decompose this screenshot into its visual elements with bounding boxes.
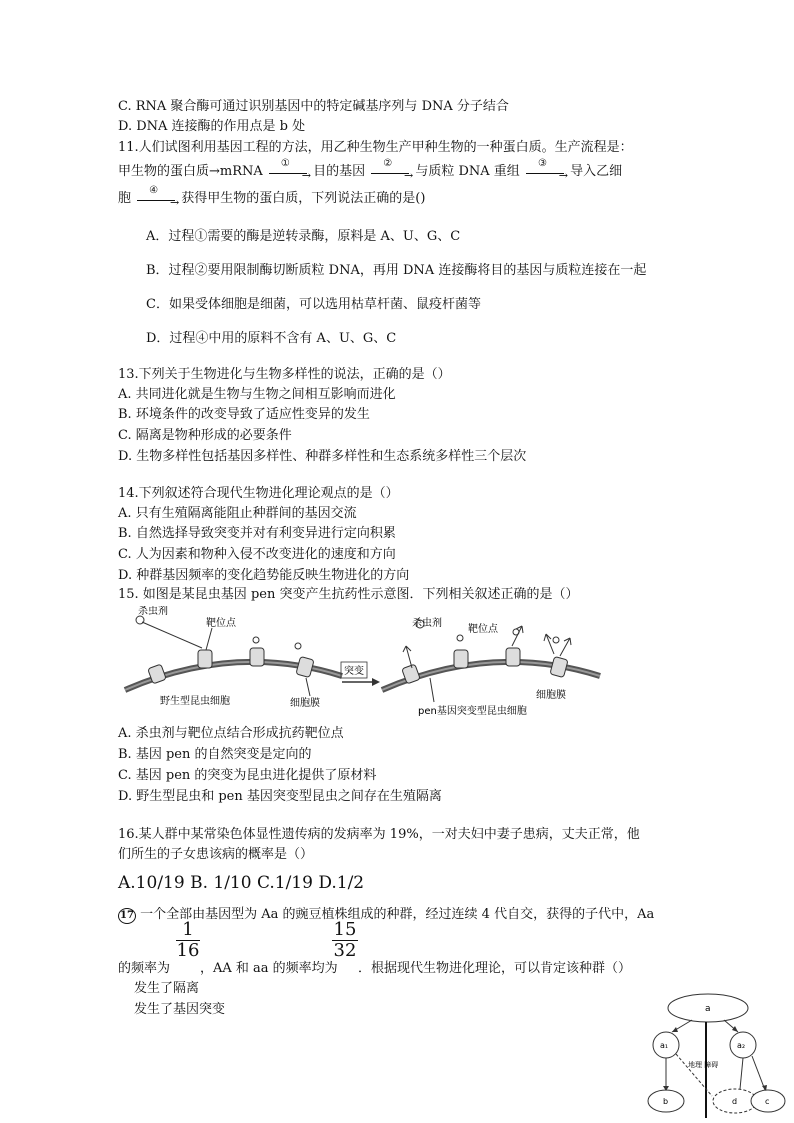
q14-option-b: B. 自然选择导致突变并对有利变异进行定向积累 [118, 526, 396, 541]
flow-text: 获得甲生物的蛋白质，下列说法正确的是() [181, 191, 426, 206]
membrane-channel-mutant [506, 648, 520, 666]
q13-option-c: C. 隔离是物种形成的必要条件 [118, 428, 292, 443]
membrane-channel [296, 656, 314, 677]
q16-options: A.10/19 B. 1/10 C.1/19 D.1/2 [118, 873, 365, 893]
svg-text:a₁: a₁ [660, 1041, 669, 1050]
insecticide-resistance-figure [120, 606, 680, 722]
flow-arrow-1: ① → [269, 165, 307, 179]
question-11-flow-2 [118, 184, 426, 209]
q13-option-a: A. 共同进化就是生物与生物之间相互影响而进化 [118, 387, 396, 402]
flow-text: 与质粒 DNA 重组 [415, 164, 520, 179]
flow-text: 导入乙细 [570, 164, 623, 179]
membrane-channel-mutant [550, 656, 568, 677]
question-15-stem: 15. 如图是某昆虫基因 pen 突变产生抗药性示意图．下列相关叙述正确的是（） [118, 587, 579, 602]
flow-text: 胞 [118, 191, 132, 206]
q17-line-b: ，AA 和 aa 的频率均为 [200, 961, 338, 976]
q11-option-a: A．过程①需要的酶是逆转录酶，原料是 A、U、G、C [146, 229, 461, 244]
insecticide-molecule [295, 643, 301, 649]
q11-option-c: C．如果受体细胞是细菌，可以选用枯草杆菌、鼠疫杆菌等 [146, 297, 481, 312]
insecticide-molecule [253, 637, 259, 643]
membrane-channel-mutant [454, 650, 468, 668]
fraction-15-32: 15 32 [333, 919, 357, 961]
q17-line-a: 的频率为 [118, 961, 171, 976]
label-insecticide-right: 杀虫剂 [412, 618, 442, 629]
flow-text: 目的基因 [313, 164, 366, 179]
q17-number: 17 [118, 908, 136, 924]
label-membrane-left: 细胞膜 [290, 698, 320, 709]
insecticide-molecule [553, 637, 559, 643]
question-16-stem-2: 们所生的子女患该病的概率是（） [118, 847, 314, 862]
svg-text:c: c [765, 1097, 770, 1106]
svg-text:a: a [705, 1004, 711, 1014]
question-14-stem: 14.下列叙述符合现代生物进化理论观点的是（） [118, 486, 399, 501]
svg-text:b: b [663, 1097, 669, 1106]
label-target-right: 靶位点 [468, 624, 498, 635]
label-target-left: 靶位点 [206, 618, 236, 629]
question-13-stem: 13.下列关于生物进化与生物多样性的说法，正确的是（） [118, 367, 451, 382]
label-wild-cell: 野生型昆虫细胞 [160, 696, 230, 707]
q17-line-c: ．根据现代生物进化理论，可以肯定该种群（） [358, 961, 632, 976]
flow-arrow-4: ④ → [137, 192, 175, 206]
q17-option-a: 发生了隔离 [134, 981, 200, 996]
question-16-stem-1: 16.某人群中某常染色体显性遗传病的发病率为 19%，一对夫妇中妻子患病，丈夫正常，他 [118, 827, 640, 842]
label-mutation: 突变 [344, 666, 364, 677]
q11-option-b: B．过程②要用限制酶切断质粒 DNA，再用 DNA 连接酶将目的基因与质粒连接在一起 [146, 263, 647, 278]
q13-option-d: D. 生物多样性包括基因多样性、种群多样性和生态系统多样性三个层次 [118, 449, 527, 464]
label-geographic-barrier: 地理 障碍 [688, 1061, 719, 1069]
svg-text:a₂: a₂ [737, 1041, 746, 1050]
question-17-stem-1: 17 一个全部由基因型为 Aa 的豌豆植株组成的种群，经过连续 4 代自交，获得的子代中，Aa [118, 906, 654, 924]
flow-arrow-3: ③ → [526, 165, 564, 179]
fraction-1-16: 1 16 [176, 919, 200, 961]
insecticide-molecule [457, 635, 463, 641]
membrane-channel [198, 650, 212, 668]
question-11-flow-1 [118, 157, 623, 182]
q14-option-c: C. 人为因素和物种入侵不改变进化的速度和方向 [118, 547, 396, 562]
q15-option-d: D. 野生型昆虫和 pen 基因突变型昆虫之间存在生殖隔离 [118, 789, 442, 804]
q17-option-b: 发生了基因突变 [134, 1002, 226, 1017]
question-11-stem: 11.人们试图利用基因工程的方法，用乙种生物生产甲种生物的一种蛋白质。生产流程是： [118, 140, 633, 155]
label-membrane-right: 细胞膜 [536, 690, 566, 701]
q14-option-a: A. 只有生殖隔离能阻止种群间的基因交流 [118, 506, 357, 521]
q13-option-b: B. 环境条件的改变导致了适应性变异的发生 [118, 407, 370, 422]
speciation-figure [640, 992, 790, 1118]
svg-text:d: d [732, 1097, 738, 1106]
q14-option-d: D. 种群基因频率的变化趋势能反映生物进化的方向 [118, 568, 410, 583]
q15-option-b: B. 基因 pen 的自然突变是定向的 [118, 747, 312, 762]
option-c-line: C. RNA 聚合酶可通过识别基因中的特定碱基序列与 DNA 分子结合 [118, 99, 509, 114]
q15-option-c: C. 基因 pen 的突变为昆虫进化提供了原材料 [118, 768, 377, 783]
membrane-channel [250, 648, 264, 666]
label-insecticide-left: 杀虫剂 [138, 606, 168, 617]
flow-text: 甲生物的蛋白质→mRNA [118, 164, 263, 179]
q11-option-d: D．过程④中用的原料不含有 A、U、G、C [146, 331, 397, 346]
label-mutant-cell: pen基因突变型昆虫细胞 [418, 706, 527, 717]
flow-arrow-2: ② → [371, 165, 409, 179]
q15-option-a: A. 杀虫剂与靶位点结合形成抗药靶位点 [118, 726, 344, 741]
option-d-line: D. DNA 连接酶的作用点是 b 处 [118, 119, 306, 134]
